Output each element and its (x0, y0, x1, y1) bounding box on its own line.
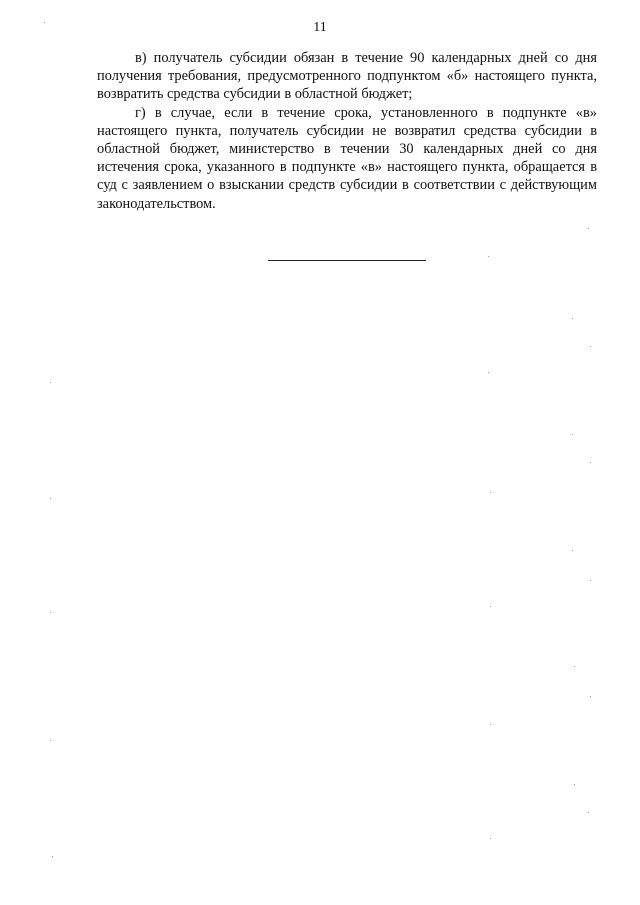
scan-speck (490, 606, 491, 607)
scan-speck (44, 22, 45, 23)
document-body (97, 49, 597, 213)
scan-speck (588, 228, 589, 229)
end-of-document-line (268, 260, 426, 261)
paragraph-v: в) получатель субсидии обязан в течение 90 календарных дней со дня получения требования, предусмотренного подпунктом «б» настоящего пункта, возвратить средства субсидии в областной бюджет; (97, 50, 597, 103)
scan-speck (572, 550, 573, 551)
scan-speck (50, 612, 51, 613)
scan-speck (490, 724, 491, 725)
scan-speck (590, 696, 591, 697)
scan-speck (590, 580, 591, 581)
scan-speck (572, 318, 573, 319)
scan-speck (572, 434, 573, 435)
scan-speck (590, 346, 591, 347)
scan-speck (50, 382, 51, 383)
scan-speck (488, 372, 489, 373)
scan-speck (490, 492, 491, 493)
scan-speck (574, 784, 575, 785)
scan-speck (490, 838, 491, 839)
scan-speck (590, 462, 591, 463)
paragraph-g: г) в случае, если в течение срока, установленного в подпункте «в» настоящего пункта, получатель субсидии не возвратил средства субсидии в областной бюджет, министерство в течении 30 календарных дней со дня истечения срока, указанного в подпункте «в» настоящего пункта, обращается в суд с заявлением о взыскании средств субсидии в соответствии с действующим законодательством. (97, 104, 597, 212)
scan-speck (588, 812, 589, 813)
scan-speck (488, 256, 489, 257)
scan-speck (52, 856, 53, 857)
scan-speck (50, 498, 51, 499)
scan-speck (50, 740, 51, 741)
scan-speck (574, 666, 575, 667)
page-number: 11 (313, 20, 327, 35)
